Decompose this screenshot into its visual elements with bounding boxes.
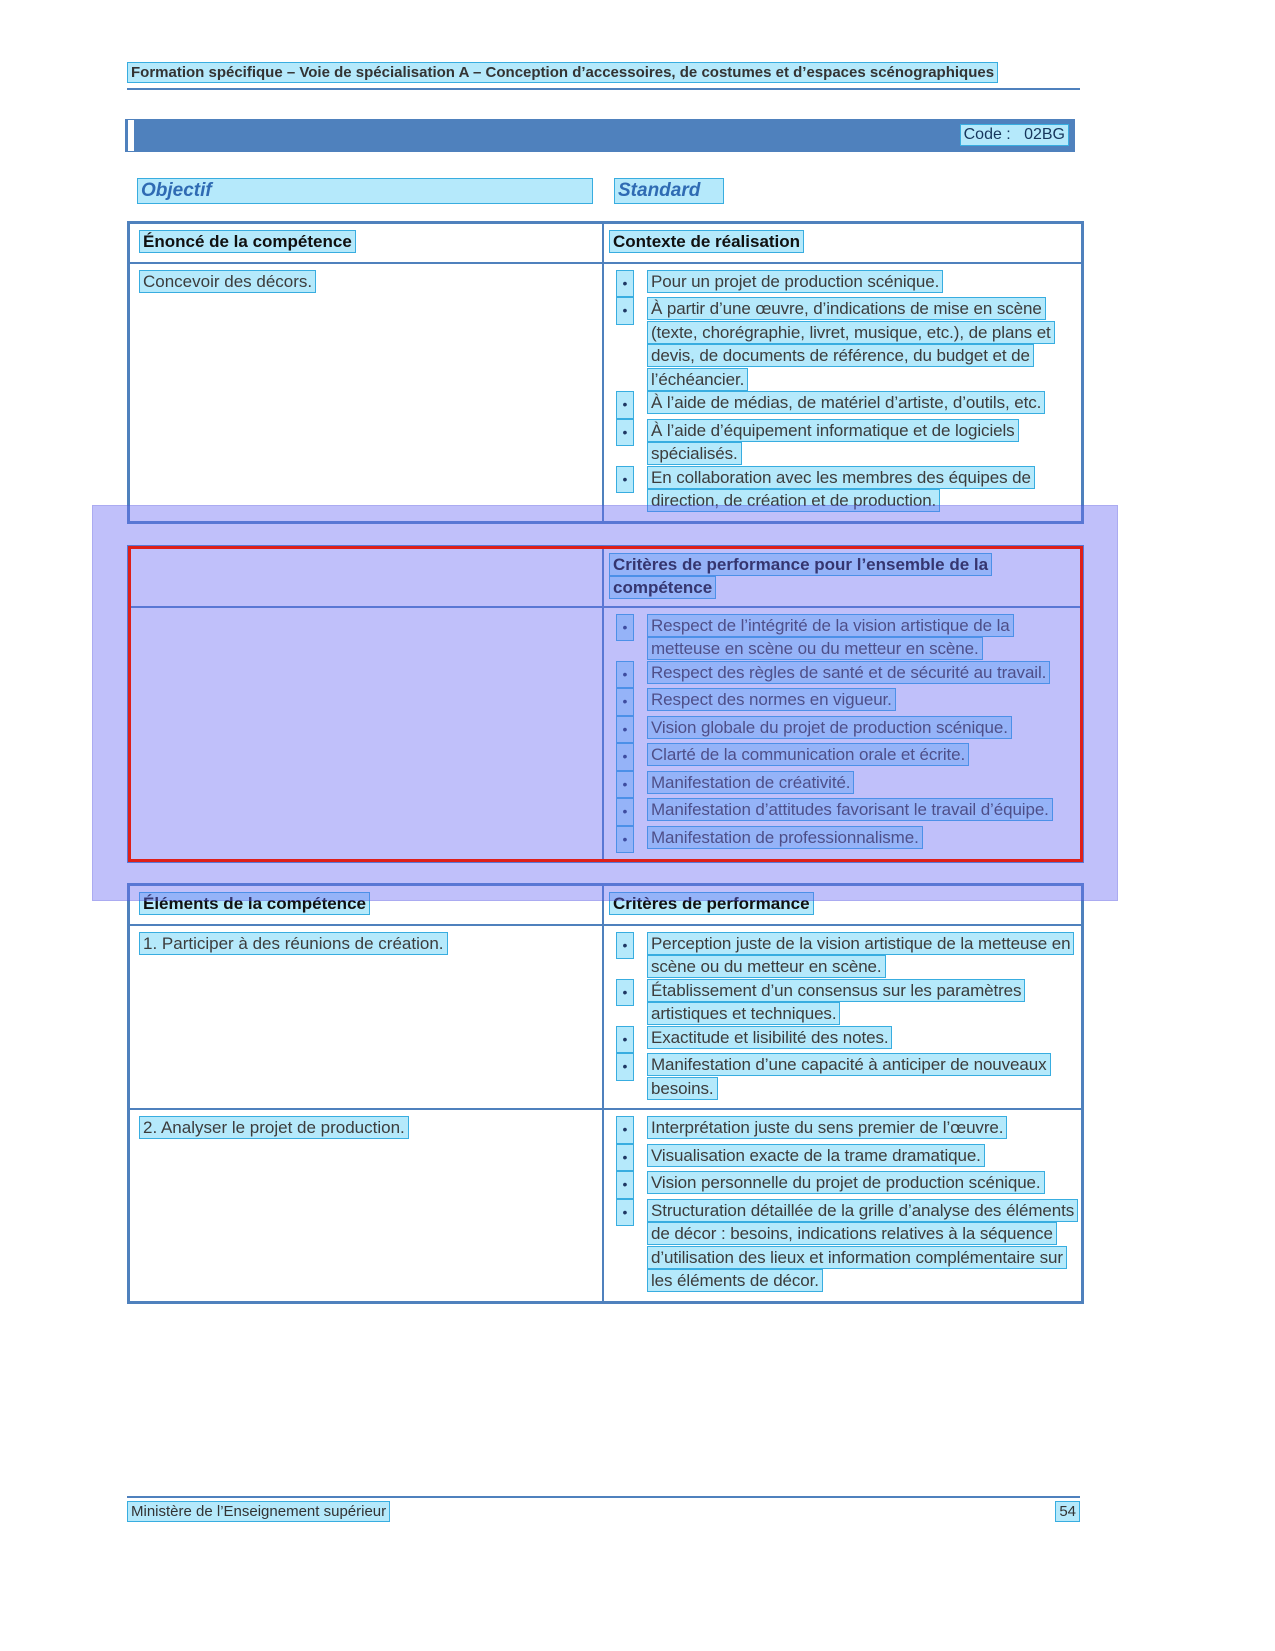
element-2-bullet-2: [609, 1144, 1077, 1172]
title-bar: [125, 119, 1075, 152]
competence-table-body-row: [130, 264, 1081, 521]
bullet-icon: •: [616, 419, 634, 447]
objectif-heading-wrap: [137, 178, 593, 204]
bullet-icon: •: [616, 979, 634, 1007]
element-2-bullet-4-text: Structuration détaillée de la grille d’analyse des éléments de décor : besoins, indications relatives à la séquence d’utilisation des lieux et information complémentaire sur les éléments de décor.: [647, 1199, 1078, 1293]
criteria-bullet-3: [609, 688, 1077, 716]
bullet-icon: •: [616, 1026, 634, 1054]
objectif-heading: Objectif: [137, 178, 593, 204]
element-1-bullet-3-text: Exactitude et lisibilité des notes.: [647, 1026, 892, 1049]
competence-table-header-row: [130, 224, 1081, 264]
col-header-elements-cell: [130, 886, 604, 924]
bullet-icon: •: [616, 1199, 634, 1227]
bullet-icon: •: [616, 932, 634, 960]
competence-table: [127, 221, 1084, 524]
col-header-contexte: Contexte de réalisation: [609, 230, 804, 253]
criteria-header-cell: [604, 548, 1081, 606]
criteria-body-row: [130, 608, 1081, 861]
col-header-criteres: Critères de performance: [609, 892, 814, 915]
criteria-bullet-3-text: Respect des normes en vigueur.: [647, 688, 896, 711]
criteria-section: [127, 545, 1084, 864]
document-header-text: Formation spécifique – Voie de spécialisation A – Conception d’accessoires, de costumes et d’espaces scénographiques: [127, 62, 998, 83]
code-label: Code : 02BG: [960, 124, 1069, 146]
criteria-bullet-7-text: Manifestation d’attitudes favorisant le travail d’équipe.: [647, 798, 1053, 821]
element-row-2: [130, 1108, 1081, 1301]
element-1-bullet-1-text: Perception juste de la vision artistique de la metteuse en scène ou du metteur en scène.: [647, 932, 1074, 979]
criteria-body-empty-cell: [130, 608, 604, 861]
title-bar-notch: [128, 120, 134, 151]
element-2-text: 2. Analyser le projet de production.: [139, 1116, 409, 1139]
criteria-header-text: Critères de performance pour l’ensemble de la compétence: [609, 553, 992, 600]
elements-table: [127, 883, 1084, 1304]
bullet-icon: •: [616, 688, 634, 716]
criteria-bullet-4-text: Vision globale du projet de production scénique.: [647, 716, 1012, 739]
footer-ministry: Ministère de l’Enseignement supérieur: [127, 1501, 390, 1522]
element-2-bullet-4: [609, 1199, 1077, 1293]
context-bullet-4: [609, 419, 1077, 466]
page-footer: [127, 1496, 1080, 1522]
criteria-bullet-1-text: Respect de l’intégrité de la vision artistique de la metteuse en scène ou du metteur en scène.: [647, 614, 1014, 661]
element-2-cell: [130, 1110, 604, 1301]
element-2-bullet-3-text: Vision personnelle du projet de production scénique.: [647, 1171, 1045, 1194]
contexte-cell: [604, 264, 1081, 521]
col-header-enonce: Énoncé de la compétence: [139, 230, 356, 253]
element-2-bullet-1-text: Interprétation juste du sens premier de l’œuvre.: [647, 1116, 1007, 1139]
criteria-bullet-5-text: Clarté de la communication orale et écrite.: [647, 743, 969, 766]
context-bullet-5: [609, 466, 1077, 513]
bullet-icon: •: [616, 297, 634, 325]
bullet-icon: •: [616, 771, 634, 799]
criteria-bullets-cell: [604, 608, 1081, 861]
criteria-bullet-2-text: Respect des règles de santé et de sécurité au travail.: [647, 661, 1050, 684]
element-1-criteria-cell: [604, 926, 1081, 1109]
element-2-bullet-2-text: Visualisation exacte de la trame dramatique.: [647, 1144, 985, 1167]
element-2-bullet-3: [609, 1171, 1077, 1199]
element-1-bullet-4: [609, 1053, 1077, 1100]
bullet-icon: •: [616, 1144, 634, 1172]
bullet-icon: •: [616, 1171, 634, 1199]
context-bullet-3: [609, 391, 1077, 419]
criteria-bullet-5: [609, 743, 1077, 771]
criteria-header-empty-cell: [130, 548, 604, 606]
elements-table-header-row: [130, 886, 1081, 926]
criteria-bullet-7: [609, 798, 1077, 826]
element-1-bullet-2: [609, 979, 1077, 1026]
criteria-bullet-6: [609, 771, 1077, 799]
context-bullet-1-text: Pour un projet de production scénique.: [647, 270, 943, 293]
col-header-enonce-cell: [130, 224, 604, 262]
bullet-icon: •: [616, 716, 634, 744]
element-1-bullet-1: [609, 932, 1077, 979]
element-1-bullet-3: [609, 1026, 1077, 1054]
col-header-contexte-cell: [604, 224, 1081, 262]
standard-heading-wrap: [614, 178, 724, 204]
element-row-1: [130, 926, 1081, 1109]
bullet-icon: •: [616, 798, 634, 826]
enonce-cell: [130, 264, 604, 521]
context-bullet-2: [609, 297, 1077, 391]
criteria-header-row: [130, 548, 1081, 608]
context-bullet-4-text: À l’aide d’équipement informatique et de logiciels spécialisés.: [647, 419, 1019, 466]
bullet-icon: •: [616, 1053, 634, 1081]
bullet-icon: •: [616, 391, 634, 419]
bullet-icon: •: [616, 466, 634, 494]
standard-heading: Standard: [614, 178, 724, 204]
context-bullet-2-text: À partir d’une œuvre, d’indications de mise en scène (texte, chorégraphie, livret, musique, etc.), de plans et devis, de documents de référence, du budget et de l’échéancier.: [647, 297, 1055, 391]
element-1-cell: [130, 926, 604, 1109]
document-running-header: [127, 64, 1080, 90]
element-2-criteria-cell: [604, 1110, 1081, 1301]
criteria-bullet-8: [609, 826, 1077, 854]
col-header-criteres-cell: [604, 886, 1081, 924]
bullet-icon: •: [616, 1116, 634, 1144]
bullet-icon: •: [616, 826, 634, 854]
col-header-elements: Éléments de la compétence: [139, 892, 370, 915]
objective-standard-row: [127, 178, 1275, 208]
element-1-bullet-4-text: Manifestation d’une capacité à anticiper de nouveaux besoins.: [647, 1053, 1051, 1100]
criteria-bullet-1: [609, 614, 1077, 661]
enonce-text: Concevoir des décors.: [139, 270, 316, 293]
context-bullet-5-text: En collaboration avec les membres des équipes de direction, de création et de production.: [647, 466, 1035, 513]
bullet-icon: •: [616, 661, 634, 689]
criteria-bullet-6-text: Manifestation de créativité.: [647, 771, 854, 794]
bullet-icon: •: [616, 743, 634, 771]
context-bullet-3-text: À l’aide de médias, de matériel d’artiste, d’outils, etc.: [647, 391, 1045, 414]
element-1-text: 1. Participer à des réunions de création.: [139, 932, 448, 955]
bullet-icon: •: [616, 270, 634, 298]
criteria-bullet-8-text: Manifestation de professionnalisme.: [647, 826, 923, 849]
criteria-bullet-2: [609, 661, 1077, 689]
element-1-bullet-2-text: Établissement d’un consensus sur les paramètres artistiques et techniques.: [647, 979, 1025, 1026]
criteria-bullet-4: [609, 716, 1077, 744]
context-bullet-1: [609, 270, 1077, 298]
bullet-icon: •: [616, 614, 634, 642]
footer-page-number: 54: [1055, 1501, 1080, 1522]
element-2-bullet-1: [609, 1116, 1077, 1144]
